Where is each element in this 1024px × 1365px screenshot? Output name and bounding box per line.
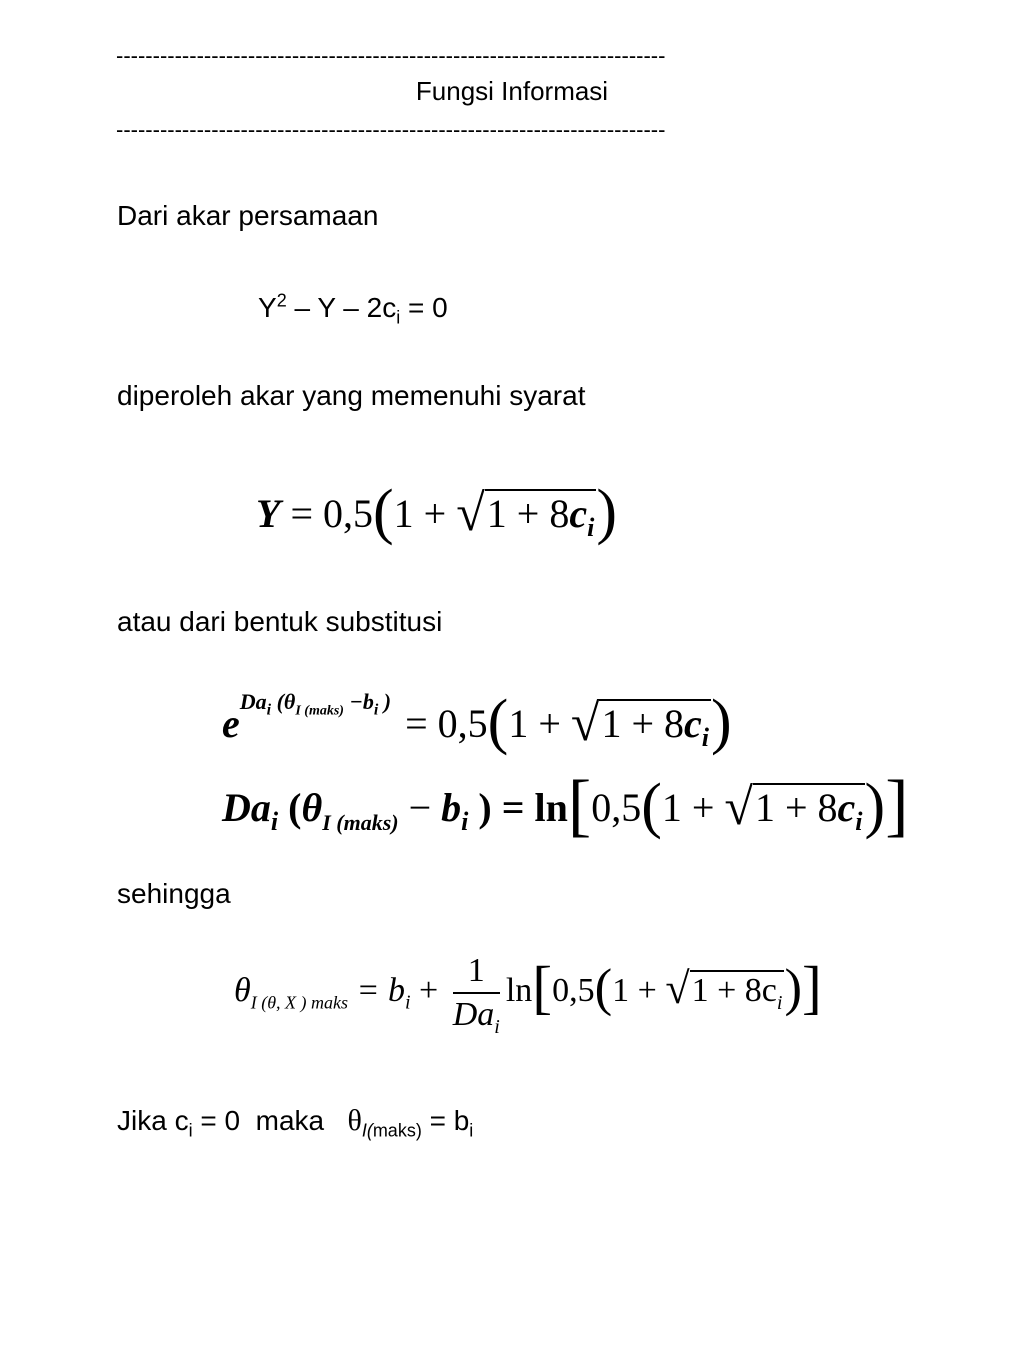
- eq4-right-paren: ): [864, 771, 886, 840]
- paragraph-root: diperoleh akar yang memenuhi syarat: [117, 380, 586, 411]
- final-theta-sub: I(maks): [361, 1120, 422, 1141]
- eq5-right-bracket: ]: [802, 953, 822, 1020]
- eq4-right-bracket: ]: [885, 767, 909, 844]
- eq4-theta: θ: [301, 785, 323, 830]
- paragraph-therefore: sehingga: [117, 878, 231, 909]
- header-rule-bottom: ---------------------------------------------------------------------------: [116, 118, 666, 142]
- eq3-e: e: [222, 701, 240, 746]
- final-bi: i: [469, 1120, 474, 1141]
- final-statement: [117, 1104, 474, 1141]
- eq5-left-bracket: [: [532, 953, 553, 1020]
- eq4-open: (: [278, 785, 302, 830]
- eq4-close: ) =: [468, 785, 535, 830]
- eq2-left-paren: (: [373, 477, 394, 546]
- eq4-da: Da: [222, 785, 271, 830]
- eq5-numerator: 1: [453, 952, 500, 994]
- eq4-da-sub: i: [270, 807, 279, 836]
- eq2-one: 1 +: [393, 491, 457, 536]
- eq2-y: Y: [256, 491, 281, 536]
- equation-root-y: [256, 477, 617, 546]
- eq5-radicand: $1 + 8c_i$: [691, 971, 783, 1014]
- eq4-radicand: $1 + 8c_i$: [754, 785, 863, 836]
- final-theta: θ: [347, 1104, 362, 1137]
- eq4-theta-sub: I (maks): [322, 810, 399, 835]
- eq1-exponent: 2: [276, 290, 287, 311]
- eq5-one: 1 +: [612, 971, 666, 1009]
- eq4-left-paren: (: [641, 771, 662, 840]
- eq3-one: 1 +: [508, 701, 571, 746]
- eq1-y: Y: [258, 292, 277, 323]
- eq3-sqrt: [570, 694, 711, 752]
- eq5-theta-sub: I (θ, X ) maks: [250, 992, 349, 1013]
- eq3-eq: = 0,5: [405, 701, 488, 746]
- eq2-radicand: $1 + 8c_i$: [486, 491, 595, 542]
- paragraph-substitution: atau dari bentuk substitusi: [117, 606, 443, 637]
- eq5-left-paren: (: [594, 959, 613, 1017]
- eq4-minus: −: [398, 785, 442, 830]
- eq5-fraction: [452, 952, 500, 1038]
- eq1-rest: – Y – 2c: [286, 292, 397, 323]
- eq5-val: 0,5: [552, 971, 595, 1009]
- eq5-ln: ln: [505, 971, 533, 1009]
- eq4-one: 1 +: [661, 785, 725, 830]
- eq4-left-bracket: [: [567, 767, 592, 844]
- eq5-eq-b: = b: [348, 971, 405, 1009]
- eq5-b-sub: i: [404, 991, 411, 1014]
- eq1-tail: = 0: [400, 292, 448, 323]
- eq5-radical-icon: √: [665, 964, 690, 1013]
- eq4-val: 0,5: [591, 785, 642, 830]
- eq3-right-paren: ): [711, 687, 732, 756]
- eq3-radicand: $1 + 8c_i$: [601, 701, 709, 752]
- eq5-denominator: $Da_i$: [452, 996, 500, 1038]
- equation-logarithm: [222, 767, 909, 844]
- eq4-b: b: [441, 785, 462, 830]
- equation-quadratic: [258, 290, 448, 328]
- eq4-sqrt: [724, 778, 864, 836]
- eq4-radical-icon: √: [724, 778, 753, 836]
- final-pre: Jika c: [117, 1105, 189, 1136]
- eq2-sqrt: [456, 484, 596, 542]
- eq4-ln: ln: [534, 785, 568, 830]
- final-ci: i: [188, 1120, 193, 1141]
- eq3-left-paren: (: [487, 687, 509, 756]
- eq3-exponent: Dai (θI (maks) −bi ): [239, 688, 392, 719]
- eq2-eq: = 0,5: [280, 491, 373, 536]
- equation-exponential: [222, 687, 732, 756]
- eq2-right-paren: ): [596, 477, 617, 546]
- eq5-plus: +: [410, 971, 447, 1009]
- eq3-radical-icon: √: [570, 694, 600, 752]
- eq5-sqrt: [665, 964, 784, 1014]
- eq1-subscript: i: [396, 307, 401, 328]
- header-rule-top: ---------------------------------------------------------------------------: [116, 44, 666, 68]
- eq5-right-paren: ): [784, 959, 802, 1017]
- final-eq: = b: [421, 1105, 470, 1136]
- page-title: Fungsi Informasi: [415, 76, 609, 106]
- eq5-theta: θ: [234, 971, 251, 1009]
- paragraph-intro: Dari akar persamaan: [117, 200, 379, 231]
- final-mid: = 0 maka: [192, 1105, 348, 1136]
- equation-theta-max: [234, 952, 822, 1038]
- eq4-b-sub: i: [461, 807, 469, 836]
- eq2-radical-icon: √: [456, 484, 485, 542]
